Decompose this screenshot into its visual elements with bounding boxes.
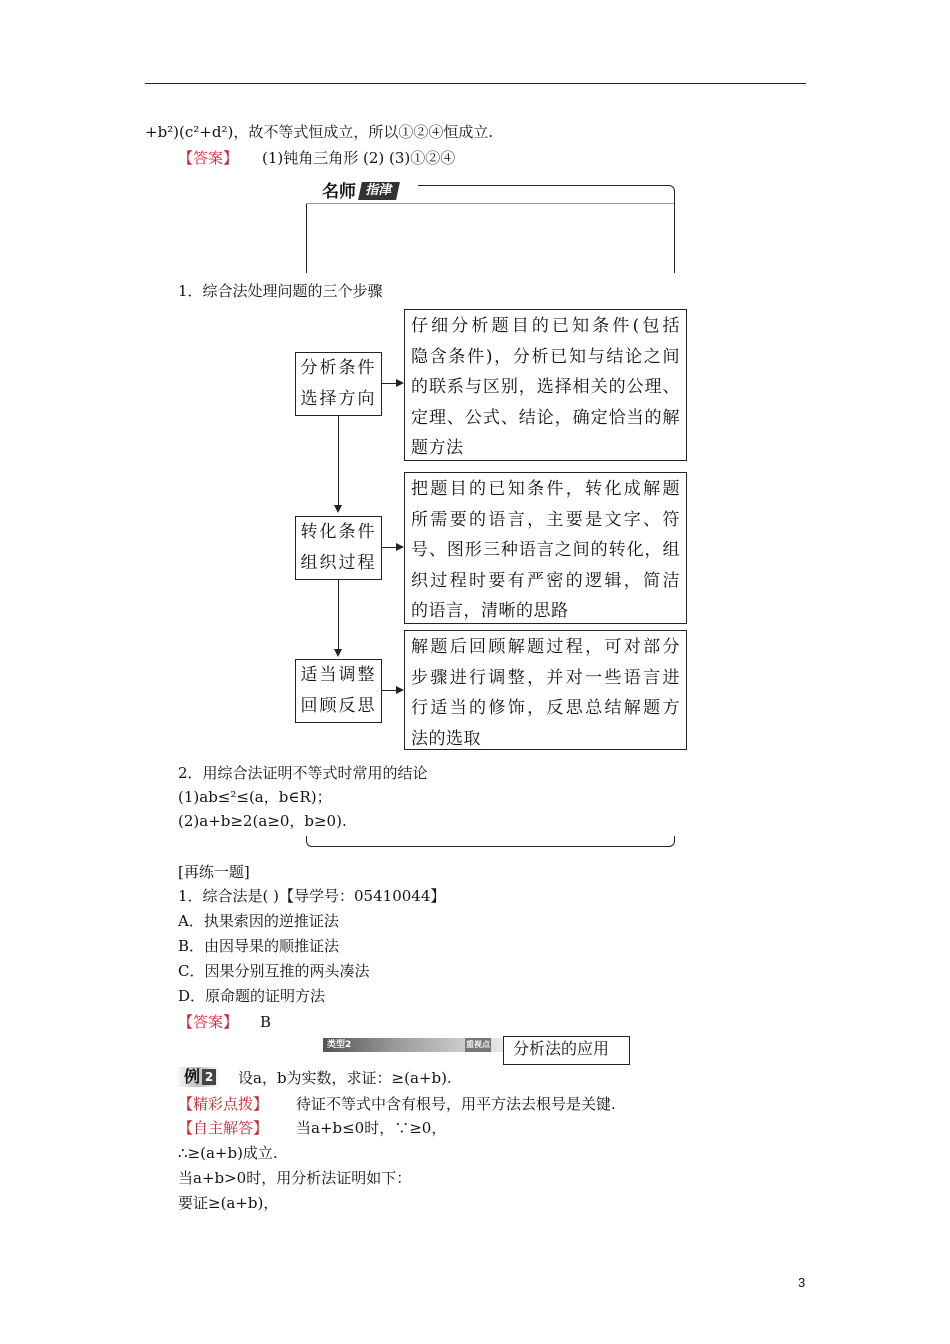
desc-line: 题方法 (411, 438, 464, 458)
flow-step3-desc (404, 630, 687, 750)
example-badge (176, 1067, 220, 1087)
desc-line: 把题目的已知条件，转化成解题 (411, 479, 680, 499)
flow-step3-box (295, 659, 382, 723)
continuation-line: +b²)(c²+d²)，故不等式恒成立，所以①②④恒成立. (145, 123, 494, 141)
option-d: D．原命题的证明方法 (178, 987, 326, 1005)
desc-line: 号、图形三种语言之间的转化，组 (411, 540, 680, 560)
solution-line1: 当a+b≤0时，∵≥0， (296, 1119, 447, 1137)
teacher-box (306, 181, 676, 273)
teacher-box-bottom (306, 836, 676, 850)
type-bar (323, 1036, 629, 1064)
desc-line: 法的选取 (411, 728, 481, 749)
page-number: 3 (798, 1275, 806, 1290)
desc-line: 隐含条件)，分析已知与结论之间 (411, 346, 680, 367)
solution-line4: 要证≥(a+b)， (178, 1194, 279, 1212)
practice-question: 1．综合法是( )【导学号：05410044】 (178, 887, 446, 905)
type-bar-left: 类型2 (327, 1040, 352, 1050)
flow-step2-box (295, 516, 382, 580)
arrow-right-icon (396, 543, 404, 551)
desc-line: 定理、公式、结论，确定恰当的解 (411, 407, 680, 428)
section2-title: 2．用综合法证明不等式时常用的结论 (178, 764, 428, 782)
answer-text: (1)钝角三角形 (2) (3)①②④ (262, 149, 456, 167)
type-bar-right: 重视点 (466, 1040, 490, 1049)
arrow-down-icon (334, 505, 342, 513)
flow-step2-line2: 组织过程 (300, 553, 377, 573)
type-bar-title: 分析法的应用 (513, 1039, 610, 1058)
desc-line: 解题后回顾解题过程，可对部分 (411, 637, 680, 657)
example-number: 2 (202, 1069, 216, 1085)
flow-arrow-line-1 (381, 383, 397, 384)
teacher-box-title-b: 指津 (358, 182, 400, 200)
desc-line: 织过程时要有严密的逻辑，简洁 (411, 570, 680, 591)
desc-line: 步骤进行调整，并对一些语言进 (411, 667, 680, 688)
arrow-right-icon (396, 686, 404, 694)
flow-step3-line1: 适当调整 (300, 665, 377, 685)
flow-step1-box (295, 352, 382, 416)
option-c: C．因果分别互推的两头凑法 (178, 962, 370, 980)
answer-label: 【答案】 (178, 149, 239, 167)
arrow-down-icon (334, 649, 342, 657)
flow-connector-2 (338, 579, 339, 649)
practice-answer-label: 【答案】 (178, 1013, 239, 1031)
section2-item1: (1)ab≤²≤(a，b∈R)； (178, 788, 332, 806)
flow-step2-line1: 转化条件 (300, 522, 377, 542)
section2-item2: (2)a+b≥2(a≥0，b≥0). (178, 812, 347, 830)
flow-connector-1 (338, 415, 339, 505)
option-b: B．由因导果的顺推证法 (178, 937, 340, 955)
option-a: A．执果索因的逆推证法 (178, 912, 339, 930)
arrow-right-icon (396, 379, 404, 387)
solution-label: 【自主解答】 (178, 1119, 269, 1137)
solution-line3: 当a+b>0时，用分析法证明如下： (178, 1169, 412, 1187)
flow-arrow-line-3 (381, 690, 397, 691)
flow-arrow-line-2 (381, 547, 397, 548)
hint-text: 待证不等式中含有根号，用平方法去根号是关键. (296, 1095, 616, 1113)
example-label: 例 (184, 1067, 201, 1086)
desc-line: 行适当的修饰，反思总结解题方 (411, 698, 680, 718)
flow-step3-line2: 回顾反思 (300, 696, 377, 716)
desc-line: 仔细分析题目的已知条件(包括 (411, 316, 680, 336)
flow-step1-line2: 选择方向 (300, 389, 377, 409)
teacher-box-title-a: 名师 (322, 182, 356, 202)
section1-title: 1．综合法处理问题的三个步骤 (178, 282, 383, 300)
desc-line: 的语言，清晰的思路 (411, 601, 569, 621)
desc-line: 的联系与区别，选择相关的公理、 (411, 377, 680, 397)
flow-step2-desc (404, 472, 687, 624)
flow-step1-desc (404, 309, 687, 461)
example-text: 设a，b为实数，求证：≥(a+b). (238, 1069, 452, 1087)
flow-step1-line1: 分析条件 (300, 358, 377, 378)
header-rule (145, 83, 806, 84)
practice-answer: B (260, 1013, 272, 1031)
desc-line: 所需要的语言，主要是文字、符 (411, 509, 680, 530)
solution-line2: ∴≥(a+b)成立. (178, 1144, 278, 1162)
hint-label: 【精彩点拨】 (178, 1095, 269, 1113)
practice-header: [再练一题] (178, 863, 250, 881)
